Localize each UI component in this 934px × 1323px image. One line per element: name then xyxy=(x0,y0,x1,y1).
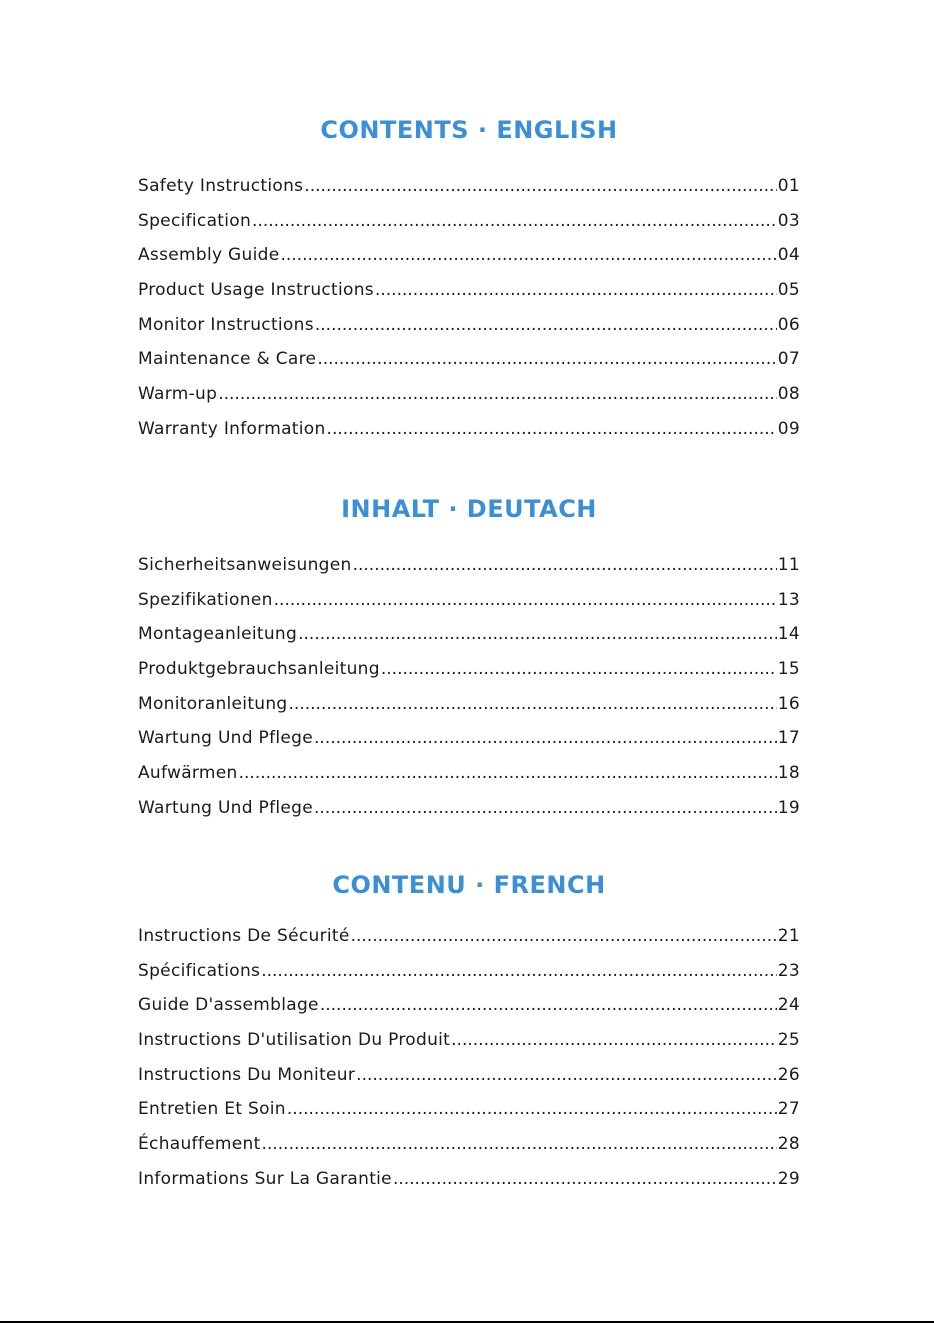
toc-entry-label: Warranty Information xyxy=(138,418,326,439)
toc-entry-label: Warm-up xyxy=(138,384,218,405)
toc-list xyxy=(138,919,800,1197)
toc-entry-page: 21 xyxy=(777,926,800,946)
dot-leader xyxy=(320,988,777,1023)
toc-entry[interactable] xyxy=(138,791,800,826)
dot-leader xyxy=(274,583,777,618)
dot-leader xyxy=(239,756,777,791)
toc-entry[interactable] xyxy=(138,412,800,447)
toc-entry-label: Assembly Guide xyxy=(138,245,280,266)
toc-entry-page: 08 xyxy=(777,384,800,405)
dot-leader xyxy=(315,308,777,343)
toc-entry-label: Informations Sur La Garantie xyxy=(138,1168,392,1189)
dot-leader xyxy=(381,652,777,687)
toc-entry-page: 19 xyxy=(777,797,800,818)
toc-entry-label: Spezifikationen xyxy=(138,589,273,610)
toc-entry-label: Monitoranleitung xyxy=(138,693,288,714)
dot-leader xyxy=(289,687,777,722)
toc-entry-page: 03 xyxy=(777,210,800,231)
toc-entry-label: Wartung Und Pflege xyxy=(138,728,314,749)
toc-entry[interactable] xyxy=(138,919,800,954)
toc-entry[interactable] xyxy=(138,342,800,377)
toc-entry[interactable] xyxy=(138,652,800,687)
toc-entry-label: Sicherheitsanweisungen xyxy=(138,555,352,575)
section-title: INHALT · DEUTACH xyxy=(341,495,597,523)
dot-leader xyxy=(261,954,777,989)
toc-entry[interactable] xyxy=(138,1162,800,1197)
toc-entry-label: Entretien Et Soin xyxy=(138,1099,286,1120)
toc-section-german xyxy=(138,492,800,826)
toc-entry-page: 16 xyxy=(777,693,800,714)
dot-leader xyxy=(393,1162,777,1197)
toc-entry-page: 04 xyxy=(777,245,800,266)
toc-entry-label: Instructions De Sécurité xyxy=(138,926,350,946)
toc-entry-page: 11 xyxy=(777,555,800,575)
toc-entry-page: 28 xyxy=(777,1134,800,1155)
toc-entry-page: 14 xyxy=(777,624,800,645)
toc-section-english xyxy=(138,113,800,447)
dot-leader xyxy=(262,1127,777,1162)
toc-list xyxy=(138,169,800,447)
toc-entry[interactable] xyxy=(138,548,800,583)
toc-entry[interactable] xyxy=(138,1092,800,1127)
toc-entry-page: 13 xyxy=(777,589,800,610)
toc-entry-label: Aufwärmen xyxy=(138,763,238,784)
toc-section-french xyxy=(138,868,800,1197)
toc-entry-label: Guide D'assemblage xyxy=(138,995,319,1016)
toc-entry-page: 07 xyxy=(777,349,800,370)
dot-leader xyxy=(287,1092,777,1127)
toc-entry-label: Maintenance & Care xyxy=(138,349,317,370)
dot-leader xyxy=(304,169,776,204)
toc-entry[interactable] xyxy=(138,204,800,239)
toc-entry[interactable] xyxy=(138,1058,800,1093)
toc-entry-label: Safety Instructions xyxy=(138,176,304,196)
toc-entry[interactable] xyxy=(138,756,800,791)
toc-entry-page: 29 xyxy=(777,1168,800,1189)
toc-entry-label: Wartung Und Pflege xyxy=(138,797,314,818)
dot-leader xyxy=(280,238,776,273)
toc-entry[interactable] xyxy=(138,1023,800,1058)
dot-leader xyxy=(314,721,777,756)
dot-leader xyxy=(327,412,777,447)
toc-entry-page: 25 xyxy=(777,1030,800,1051)
toc-entry-page: 05 xyxy=(777,280,800,301)
section-title: CONTENU · FRENCH xyxy=(332,871,606,899)
dot-leader xyxy=(317,342,776,377)
toc-entry[interactable] xyxy=(138,273,800,308)
toc-entry[interactable] xyxy=(138,238,800,273)
toc-entry-page: 27 xyxy=(777,1099,800,1120)
toc-entry[interactable] xyxy=(138,687,800,722)
toc-entry[interactable] xyxy=(138,954,800,989)
dot-leader xyxy=(353,548,777,583)
toc-entry-page: 17 xyxy=(777,728,800,749)
section-title: CONTENTS · ENGLISH xyxy=(320,116,618,144)
toc-entry[interactable] xyxy=(138,377,800,412)
dot-leader xyxy=(375,273,777,308)
toc-entry-label: Montageanleitung xyxy=(138,624,298,645)
toc-entry[interactable] xyxy=(138,721,800,756)
toc-entry-page: 15 xyxy=(777,659,800,680)
toc-entry-page: 26 xyxy=(777,1064,800,1085)
dot-leader xyxy=(252,204,777,239)
dot-leader xyxy=(218,377,777,412)
toc-entry-label: Instructions D'utilisation Du Produit xyxy=(138,1030,451,1051)
toc-entry[interactable] xyxy=(138,308,800,343)
toc-list xyxy=(138,548,800,826)
toc-entry-label: Specification xyxy=(138,210,252,231)
toc-entry-page: 18 xyxy=(777,763,800,784)
dot-leader xyxy=(298,617,777,652)
dot-leader xyxy=(314,791,777,826)
toc-entry[interactable] xyxy=(138,617,800,652)
toc-entry-label: Product Usage Instructions xyxy=(138,280,374,301)
dot-leader xyxy=(356,1058,777,1093)
dot-leader xyxy=(351,919,777,954)
toc-entry-label: Monitor Instructions xyxy=(138,314,314,335)
toc-entry-label: Produktgebrauchsanleitung xyxy=(138,659,380,680)
toc-entry[interactable] xyxy=(138,169,800,204)
toc-entry[interactable] xyxy=(138,583,800,618)
toc-entry-page: 01 xyxy=(777,176,800,196)
toc-entry[interactable] xyxy=(138,988,800,1023)
toc-entry-page: 23 xyxy=(777,960,800,981)
dot-leader xyxy=(451,1023,777,1058)
toc-entry-page: 06 xyxy=(777,314,800,335)
toc-entry-page: 09 xyxy=(777,418,800,439)
toc-entry-label: Échauffement xyxy=(138,1134,261,1155)
toc-entry-label: Instructions Du Moniteur xyxy=(138,1064,356,1085)
toc-entry[interactable] xyxy=(138,1127,800,1162)
toc-entry-label: Spécifications xyxy=(138,960,261,981)
toc-entry-page: 24 xyxy=(777,995,800,1016)
